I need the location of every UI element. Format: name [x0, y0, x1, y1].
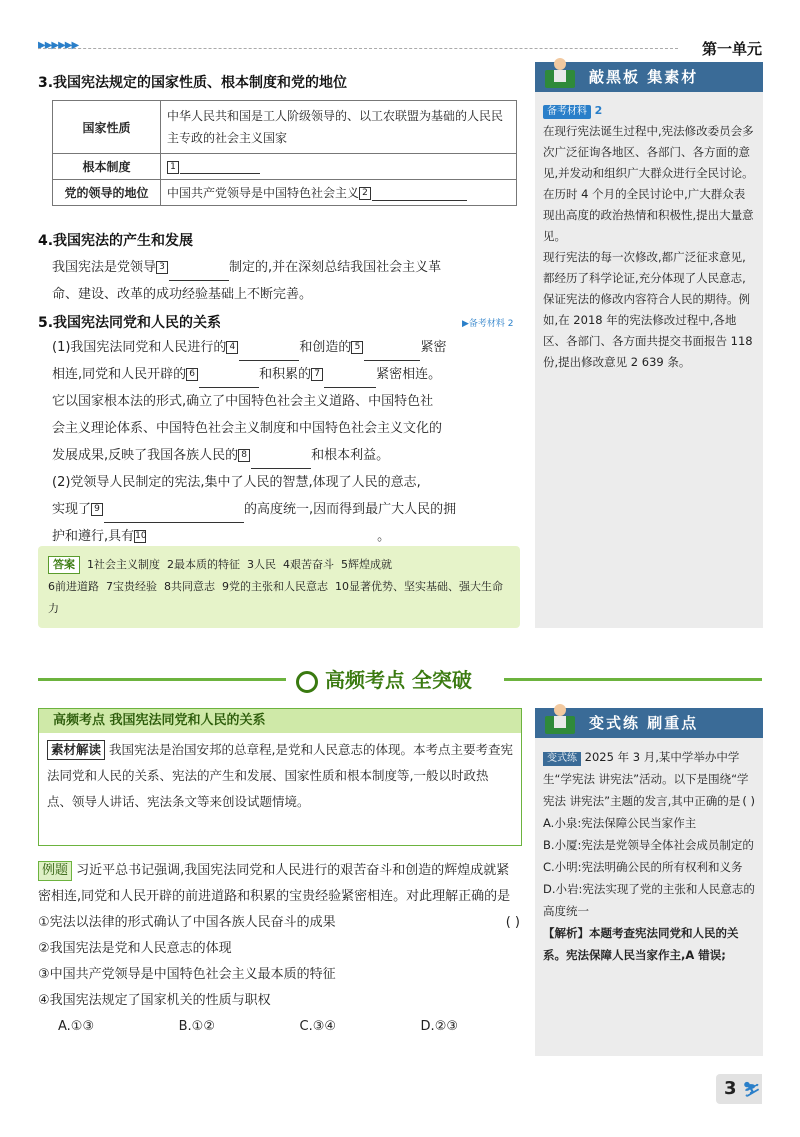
header-arrows: ▶▶▶▶▶▶ [38, 40, 79, 51]
section-divider [38, 678, 286, 681]
text-span: 实现了 [52, 502, 92, 517]
fill-blank[interactable] [251, 454, 311, 469]
text-span: 和积累的 [259, 367, 312, 382]
side-panel-practice [535, 708, 763, 1056]
text-span: 护和遵行,具有 [52, 529, 135, 544]
blank-number: 4 [226, 341, 238, 354]
fill-blank[interactable] [199, 373, 259, 388]
row-value [161, 154, 517, 180]
example-tag: 例题 [38, 861, 72, 881]
text-span: 和根本利益。 [311, 448, 390, 463]
section-title-text: 高频考点 全突破 [324, 668, 472, 692]
answer-item: 5辉煌成就 [341, 558, 392, 571]
answer-tag: 答案 [48, 556, 80, 574]
text-span: 和创造的 [299, 340, 352, 355]
row-key: 国家性质 [53, 101, 161, 154]
text-line: (2)党领导人民制定的宪法,集中了人民的智慧,体现了人民的意志, [52, 475, 421, 490]
analysis-tag: 【解析】 [543, 926, 589, 940]
blank-number: 7 [311, 368, 323, 381]
answer-item: 2最本质的特征 [167, 558, 240, 571]
fill-blank[interactable] [104, 508, 244, 523]
answer-paren[interactable]: ( ) [742, 794, 755, 808]
hf-text: 我国宪法是治国安邦的总章程,是党和人民意志的体现。本考点主要考查宪法同党和人民的关系、宪法的产生和发展、国家性质和根本制度等,一般以时政热点、领导人讲话、宪法条文等来创设试题情境。 [47, 742, 513, 809]
section-4-text [52, 254, 522, 308]
header-rule [38, 48, 678, 49]
answer-paren[interactable]: ( ) [505, 915, 520, 930]
blank-number: 8 [238, 449, 250, 462]
answer-item: 8共同意志 [164, 580, 215, 593]
side-panel-header [535, 708, 763, 738]
side-panel-title: 敲黑板 集素材 [589, 68, 699, 86]
runner-icon: ⛷ [742, 1082, 761, 1098]
side-panel-title: 变式练 刷重点 [589, 714, 699, 732]
text-span: 。 [377, 529, 391, 544]
practice-question: 2025 年 3 月,某中学举办中学生“学宪法 讲宪法”活动。以下是围绕“学宪法 讲宪法”主题的发言,其中正确的是 [543, 750, 749, 808]
page-number-text: 3 [724, 1078, 737, 1099]
blank-number: 5 [351, 341, 363, 354]
option-item[interactable]: C.小明:宪法明确公民的所有权利和义务 [543, 860, 743, 874]
material-ref[interactable]: ▶备考材料 2 [462, 319, 514, 329]
row-key: 党的领导的地位 [53, 180, 161, 206]
option-item[interactable]: B.小厦:宪法是党领导全体社会成员制定的 [543, 838, 754, 852]
row-value [161, 180, 517, 206]
table-row [53, 154, 517, 180]
text-span: 的高度统一,因而得到最广大人民的拥 [244, 502, 457, 517]
side-panel-header [535, 62, 763, 92]
fill-blank[interactable] [372, 186, 467, 201]
side-panel-materials [535, 62, 763, 628]
text-span: 我国宪法是党领导 [52, 260, 157, 275]
fill-blank[interactable] [239, 346, 299, 361]
row-text: 中国共产党领导是中国特色社会主义 [167, 186, 360, 200]
text-line: 它以国家根本法的形式,确立了中国特色社会主义道路、中国特色社 [52, 394, 434, 409]
section-4-title: 4.我国宪法的产生和发展 [38, 233, 194, 249]
material-tag: 备考材料 [543, 105, 591, 119]
example-text: 习近平总书记强调,我国宪法同党和人民进行的艰苦奋斗和创造的辉煌成就紧密相连,同党和人民开辟的前进道路和积累的宝贵经验紧密相连。对此理解正确的是 [38, 863, 511, 904]
fill-blank[interactable] [169, 266, 229, 281]
material-text: 在现行宪法诞生过程中,宪法修改委员会多次广泛征询各地区、各部门、各方面的意见,并发动和组织广大群众进行全民讨论。在历时 4 个月的全民讨论中,广大群众表现出高度的政治热情和积极性,提出大量意见。 [543, 124, 754, 243]
text-span: 制定的,并在深刻总结我国社会主义革 [229, 260, 442, 275]
nature-table [52, 100, 517, 206]
answer-item: 10显著优势、坚实基础、强大生命力 [48, 580, 503, 615]
material-tag-number: 2 [594, 104, 603, 117]
row-value: 中华人民共和国是工人阶级领导的、以工农联盟为基础的人民民主专政的社会主义国家 [161, 101, 517, 154]
text-span: 紧密 [420, 340, 447, 355]
fill-blank[interactable] [324, 373, 376, 388]
choice-a[interactable]: A.①③ [58, 1019, 95, 1034]
choice-b[interactable]: B.①② [178, 1019, 215, 1034]
answer-item: 7宝贵经验 [106, 580, 157, 593]
blank-number: 1 [167, 161, 179, 174]
answer-item: 1社会主义制度 [87, 558, 160, 571]
unit-title: 第一单元 [701, 40, 762, 58]
text-span: (1)我国宪法同党和人民进行的 [52, 340, 227, 355]
table-row [53, 180, 517, 206]
choice-c[interactable]: C.③④ [299, 1019, 337, 1034]
fill-blank[interactable] [364, 346, 420, 361]
hf-heading: 高频考点 我国宪法同党和人民的关系 [39, 709, 521, 733]
answer-item: 4艰苦奋斗 [283, 558, 334, 571]
option-item: ④我国宪法规定了国家机关的性质与职权 [38, 993, 271, 1008]
choice-d[interactable]: D.②③ [420, 1019, 458, 1034]
answer-box [38, 546, 520, 628]
blank-number: 2 [359, 187, 371, 200]
blank-number: 6 [186, 368, 198, 381]
answer-item: 3人民 [247, 558, 276, 571]
section-divider [504, 678, 762, 681]
spiral-icon [296, 671, 318, 693]
example-question [38, 858, 520, 1040]
text-line: 会主义理论体系、中国特色社会主义制度和中国特色社会主义文化的 [52, 421, 443, 436]
option-item: ②我国宪法是党和人民意志的体现 [38, 941, 232, 956]
blank-number: 3 [156, 261, 168, 274]
fill-blank[interactable] [180, 159, 260, 174]
teacher-icon [543, 56, 577, 90]
blank-number: 9 [91, 503, 103, 516]
teacher-icon [543, 702, 577, 736]
text-span: 发展成果,反映了我国各族人民的 [52, 448, 239, 463]
text-span: 相连,同党和人民开辟的 [52, 367, 187, 382]
side-panel-body [535, 738, 763, 974]
text-span: 紧密相连。 [376, 367, 442, 382]
section-5-text [52, 334, 522, 550]
side-panel-body [535, 92, 763, 381]
section-title [296, 664, 472, 693]
practice-tag: 变式练 [543, 752, 581, 766]
high-frequency-box [38, 708, 522, 846]
option-item: ①宪法以法律的形式确认了中国各族人民奋斗的成果 [38, 915, 336, 930]
material-interpretation-tag: 素材解读 [47, 740, 105, 760]
page-number [716, 1074, 762, 1104]
analysis-text: 本题考查宪法同党和人民的关系。宪法保障人民当家作主,A 错误; [543, 926, 739, 962]
row-key: 根本制度 [53, 154, 161, 180]
option-item[interactable]: A.小泉:宪法保障公民当家作主 [543, 816, 697, 830]
material-text: 现行宪法的每一次修改,都广泛征求意见,都经历了科学论证,充分体现了人民意志,保证宪法的修改内容符合人民的期待。例如,在 2018 年的宪法修改过程中,各地区、各部门、各方面共提交书面报告 118 份,提出修改意见 2 639 条。 [543, 250, 753, 369]
blank-number: 10 [135, 531, 147, 541]
option-item: ③中国共产党领导是中国特色社会主义最本质的特征 [38, 967, 336, 982]
section-3-title: 3.我国宪法规定的国家性质、根本制度和党的地位 [38, 75, 348, 91]
text-line: 命、建设、改革的成功经验基础上不断完善。 [52, 287, 313, 302]
option-item[interactable]: D.小岩:宪法实现了党的主张和人民意志的高度统一 [543, 882, 755, 918]
section-5-title: 5.我国宪法同党和人民的关系 [38, 315, 222, 331]
table-row [53, 101, 517, 154]
hf-body [39, 733, 521, 819]
answer-item: 6前进道路 [48, 580, 99, 593]
answer-item: 9党的主张和人民意志 [222, 580, 328, 593]
